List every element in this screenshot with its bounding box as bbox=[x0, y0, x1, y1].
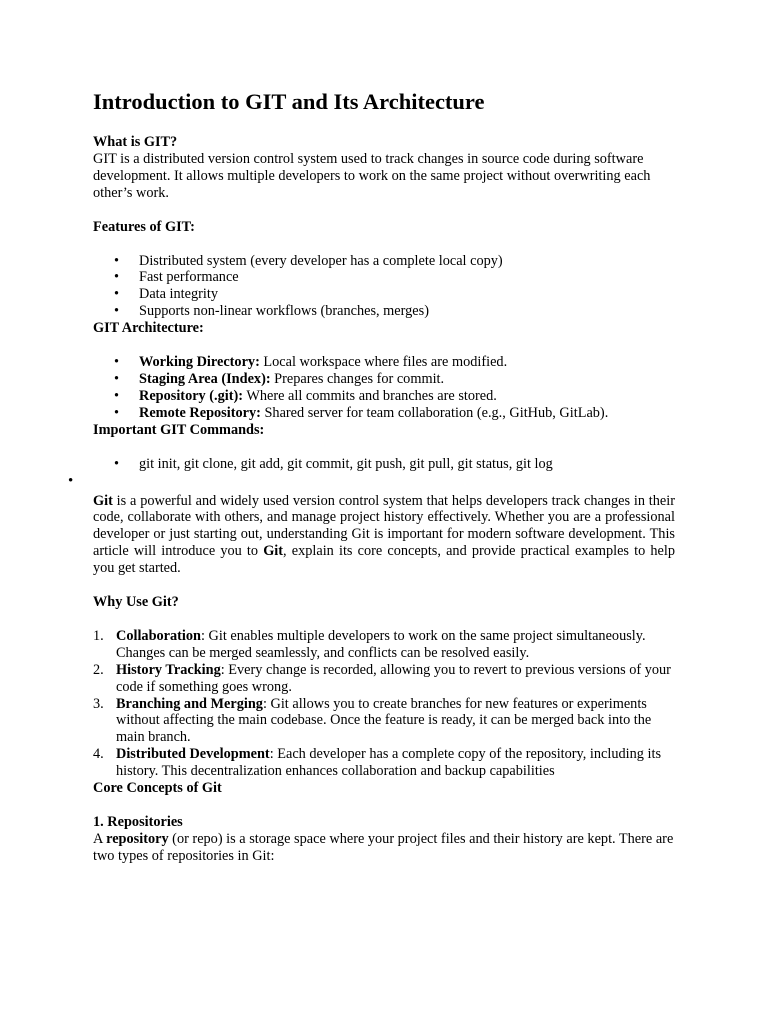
list-item-text: git init, git clone, git add, git commit, git push, git pull, git status, git log bbox=[139, 455, 553, 472]
list-item-term: Repository (.git): bbox=[139, 387, 244, 404]
bullet-icon: • bbox=[114, 455, 120, 472]
list-item-text: Supports non-linear workflows (branches, merges) bbox=[139, 303, 429, 320]
bullet-icon: • bbox=[114, 370, 120, 387]
list-item bbox=[93, 371, 675, 388]
bullet-icon: • bbox=[114, 269, 120, 286]
document-content bbox=[68, 88, 675, 865]
architecture-heading: GIT Architecture: bbox=[93, 320, 204, 337]
bullet-icon: • bbox=[114, 286, 120, 303]
features-list bbox=[93, 253, 675, 321]
list-item-text: Prepares changes for commit. bbox=[270, 370, 445, 387]
commands-heading: Important GIT Commands: bbox=[93, 421, 265, 438]
document-title: Introduction to GIT and Its Architecture bbox=[93, 89, 485, 114]
bullet-icon: • bbox=[114, 303, 120, 320]
list-item-text: Distributed system (every developer has a complete local copy) bbox=[139, 252, 503, 269]
features-heading: Features of GIT: bbox=[93, 218, 195, 235]
list-item-text: : Each developer has a complete copy of the repository, including its history. This decentralization enhances collaboration and backup capabilities bbox=[116, 746, 662, 780]
list-number: 2. bbox=[93, 661, 104, 678]
list-item bbox=[93, 456, 675, 473]
intro-text: , explain its core concepts, and provide practical examples to help you get started. bbox=[93, 543, 675, 577]
list-item bbox=[93, 405, 675, 422]
list-item bbox=[93, 628, 675, 662]
list-item-term: Staging Area (Index): bbox=[139, 370, 271, 387]
intro-bold-git: Git bbox=[93, 492, 113, 509]
why-list bbox=[93, 628, 675, 780]
list-item bbox=[93, 253, 675, 270]
list-item-text: Local workspace where files are modified. bbox=[259, 354, 508, 371]
list-item-text: Data integrity bbox=[139, 286, 219, 303]
intro-bold-git: Git bbox=[263, 543, 284, 560]
repositories-text: (or repo) is a storage space where your project files and their history are kept. There are two types of repositories in Git: bbox=[93, 830, 674, 864]
list-item bbox=[93, 286, 675, 303]
architecture-list bbox=[93, 354, 675, 422]
list-item bbox=[93, 303, 675, 320]
bullet-icon: • bbox=[68, 472, 74, 489]
list-item bbox=[93, 388, 675, 405]
what-is-heading: What is GIT? bbox=[93, 134, 178, 150]
list-item-text: : Every change is recorded, allowing you to revert to previous versions of your code if something goes wrong. bbox=[116, 661, 671, 695]
list-item-text: Where all commits and branches are stored. bbox=[243, 387, 497, 404]
bullet-icon: • bbox=[114, 354, 120, 371]
list-item-text: Fast performance bbox=[139, 269, 239, 286]
list-item bbox=[93, 269, 675, 286]
list-item-term: Collaboration bbox=[116, 627, 201, 644]
bullet-icon: • bbox=[114, 387, 120, 404]
list-item-text: : Git allows you to create branches for new features or experiments without affecting the main codebase. Once the feature is ready, it can be merged back into the main branch. bbox=[116, 695, 652, 746]
list-item bbox=[93, 662, 675, 696]
bullet-icon: • bbox=[114, 404, 120, 421]
list-number: 4. bbox=[93, 746, 104, 763]
intro-text: is a powerful and widely used version control system that helps developers track changes in their code, collaborate with others, and manage project history effectively. Whether you are a professional developer or just starting out, understanding Git is important for modern software development. This article will introduce you to bbox=[93, 492, 675, 560]
repositories-bold-term: repository bbox=[106, 830, 169, 847]
list-number: 3. bbox=[93, 695, 104, 712]
list-item bbox=[93, 354, 675, 371]
intro-paragraph bbox=[93, 493, 675, 578]
list-number: 1. bbox=[93, 627, 104, 644]
core-heading: Core Concepts of Git bbox=[93, 780, 222, 797]
list-item bbox=[93, 746, 675, 780]
list-item-text: : Git enables multiple developers to work on the same project simultaneously. Changes can be merged seamlessly, and conflicts can be resolved easily. bbox=[116, 627, 646, 661]
list-item-term: Branching and Merging bbox=[116, 695, 263, 712]
list-item-term: Remote Repository: bbox=[139, 404, 261, 421]
commands-list bbox=[93, 456, 675, 473]
repositories-text: A bbox=[93, 830, 107, 847]
list-item bbox=[93, 696, 675, 747]
repositories-paragraph bbox=[93, 831, 675, 865]
list-item-term: Working Directory: bbox=[139, 354, 260, 371]
repositories-heading: 1. Repositories bbox=[93, 814, 183, 830]
why-heading: Why Use Git? bbox=[93, 594, 179, 611]
list-item-text: Shared server for team collaboration (e.g., GitHub, GitLab). bbox=[260, 404, 609, 421]
bullet-icon: • bbox=[114, 252, 120, 269]
list-item-term: Distributed Development bbox=[116, 746, 270, 763]
empty-list-item bbox=[68, 472, 675, 493]
list-item-term: History Tracking bbox=[116, 661, 221, 678]
what-is-paragraph: GIT is a distributed version control system used to track changes in source code during software development. It allows multiple developers to work on the same project without overwriting each other’s work. bbox=[93, 150, 651, 201]
